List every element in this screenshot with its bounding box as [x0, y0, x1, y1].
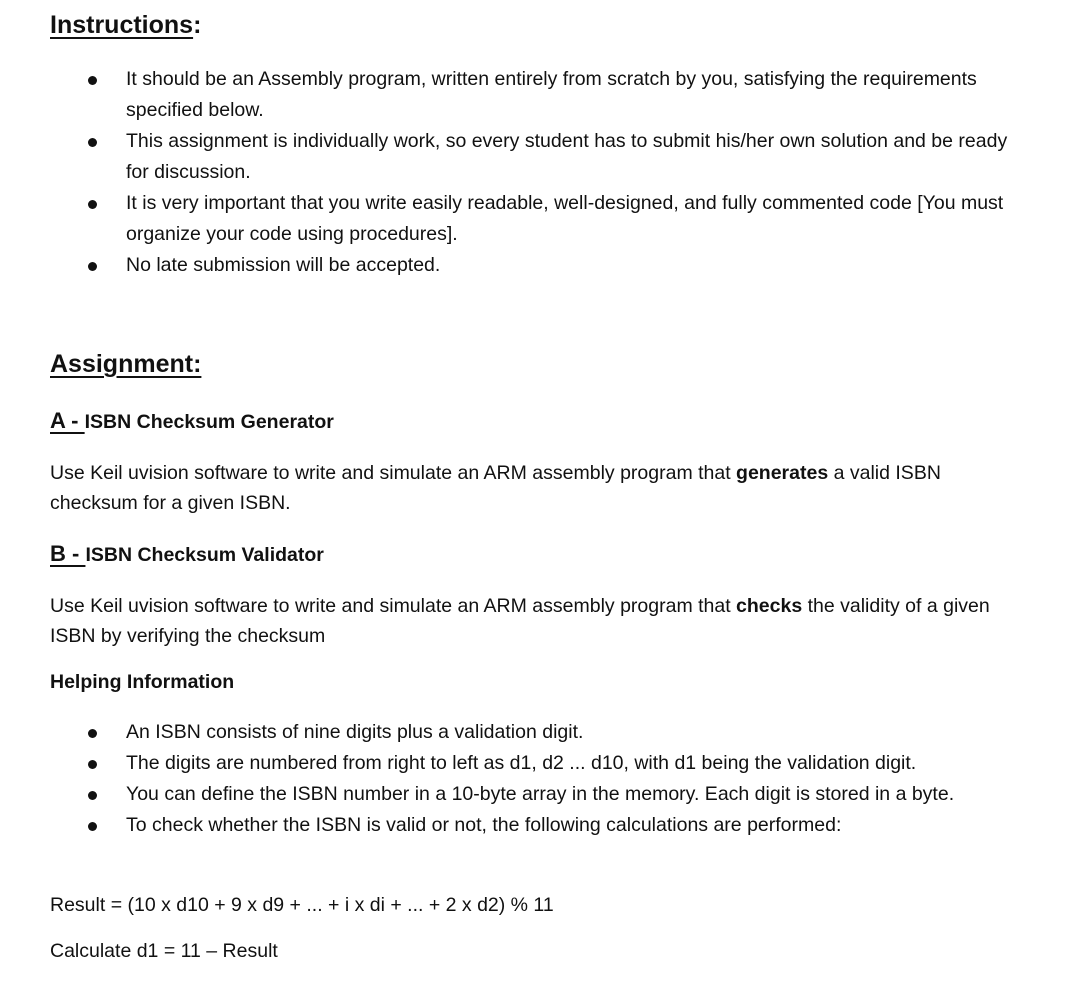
helping-item [84, 748, 1024, 779]
bullet-icon [88, 262, 97, 271]
instruction-text: It should be an Assembly program, written entirely from scratch by you, satisfying the requirements specified below. [126, 68, 977, 121]
instruction-text: This assignment is individually work, so every student has to submit his/her own solution and be ready for discussion. [126, 130, 1008, 183]
helping-text: The digits are numbered from right to left as d1, d2 ... d10, with d1 being the validation digit. [126, 752, 917, 774]
helping-text: An ISBN consists of nine digits plus a validation digit. [126, 721, 584, 743]
bullet-icon [88, 138, 97, 147]
instruction-item [84, 250, 1024, 281]
part-a-title: ISBN Checksum Generator [84, 411, 334, 433]
part-b-title: ISBN Checksum Validator [85, 544, 324, 566]
bullet-icon [88, 200, 97, 209]
d1-formula: Calculate d1 = 11 – Result [50, 940, 278, 962]
instructions-heading-colon: : [193, 11, 202, 39]
instructions-list [84, 64, 1024, 281]
part-b-letter: B - [50, 541, 86, 566]
bullet-icon [88, 822, 97, 831]
bullet-icon [88, 791, 97, 800]
instruction-text: It is very important that you write easily readable, well-designed, and fully commented code [You must organize your code using procedures]. [126, 192, 1004, 245]
helping-text: You can define the ISBN number in a 10-byte array in the memory. Each digit is stored in a byte. [126, 783, 955, 805]
helping-text: To check whether the ISBN is valid or not, the following calculations are performed: [126, 814, 842, 836]
instructions-heading [50, 11, 201, 40]
instruction-item [84, 126, 1024, 188]
part-b-description [50, 591, 1020, 651]
bullet-icon [88, 760, 97, 769]
instructions-heading-text: Instructions [50, 11, 194, 39]
part-a-desc-text-end: a valid ISBN checksum for a given ISBN. [50, 462, 941, 514]
helping-info-list [84, 717, 1024, 841]
bullet-icon [88, 76, 97, 85]
part-b-desc-text: Use Keil uvision software to write and simulate an ARM assembly program that [50, 595, 737, 617]
instruction-item [84, 64, 1024, 126]
part-a-desc-bold: generates [736, 462, 829, 484]
helping-item [84, 717, 1024, 748]
instruction-text: No late submission will be accepted. [126, 254, 441, 276]
bullet-icon [88, 729, 97, 738]
instruction-item [84, 188, 1024, 250]
helping-info-heading: Helping Information [50, 671, 235, 693]
part-a-desc-text: Use Keil uvision software to write and simulate an ARM assembly program that [50, 462, 737, 484]
result-formula: Result = (10 x d10 + 9 x d9 + ... + i x di + ... + 2 x d2) % 11 [50, 894, 554, 916]
helping-item [84, 779, 1024, 810]
part-a-letter: A - [50, 408, 85, 433]
part-a-heading [50, 408, 334, 434]
part-b-desc-text-end: the validity of a given ISBN by verifying the checksum [50, 595, 990, 647]
part-b-heading [50, 541, 324, 567]
part-b-desc-bold: checks [736, 595, 803, 617]
helping-item [84, 810, 1024, 841]
assignment-heading: Assignment: [50, 350, 202, 378]
part-a-description [50, 458, 1020, 518]
